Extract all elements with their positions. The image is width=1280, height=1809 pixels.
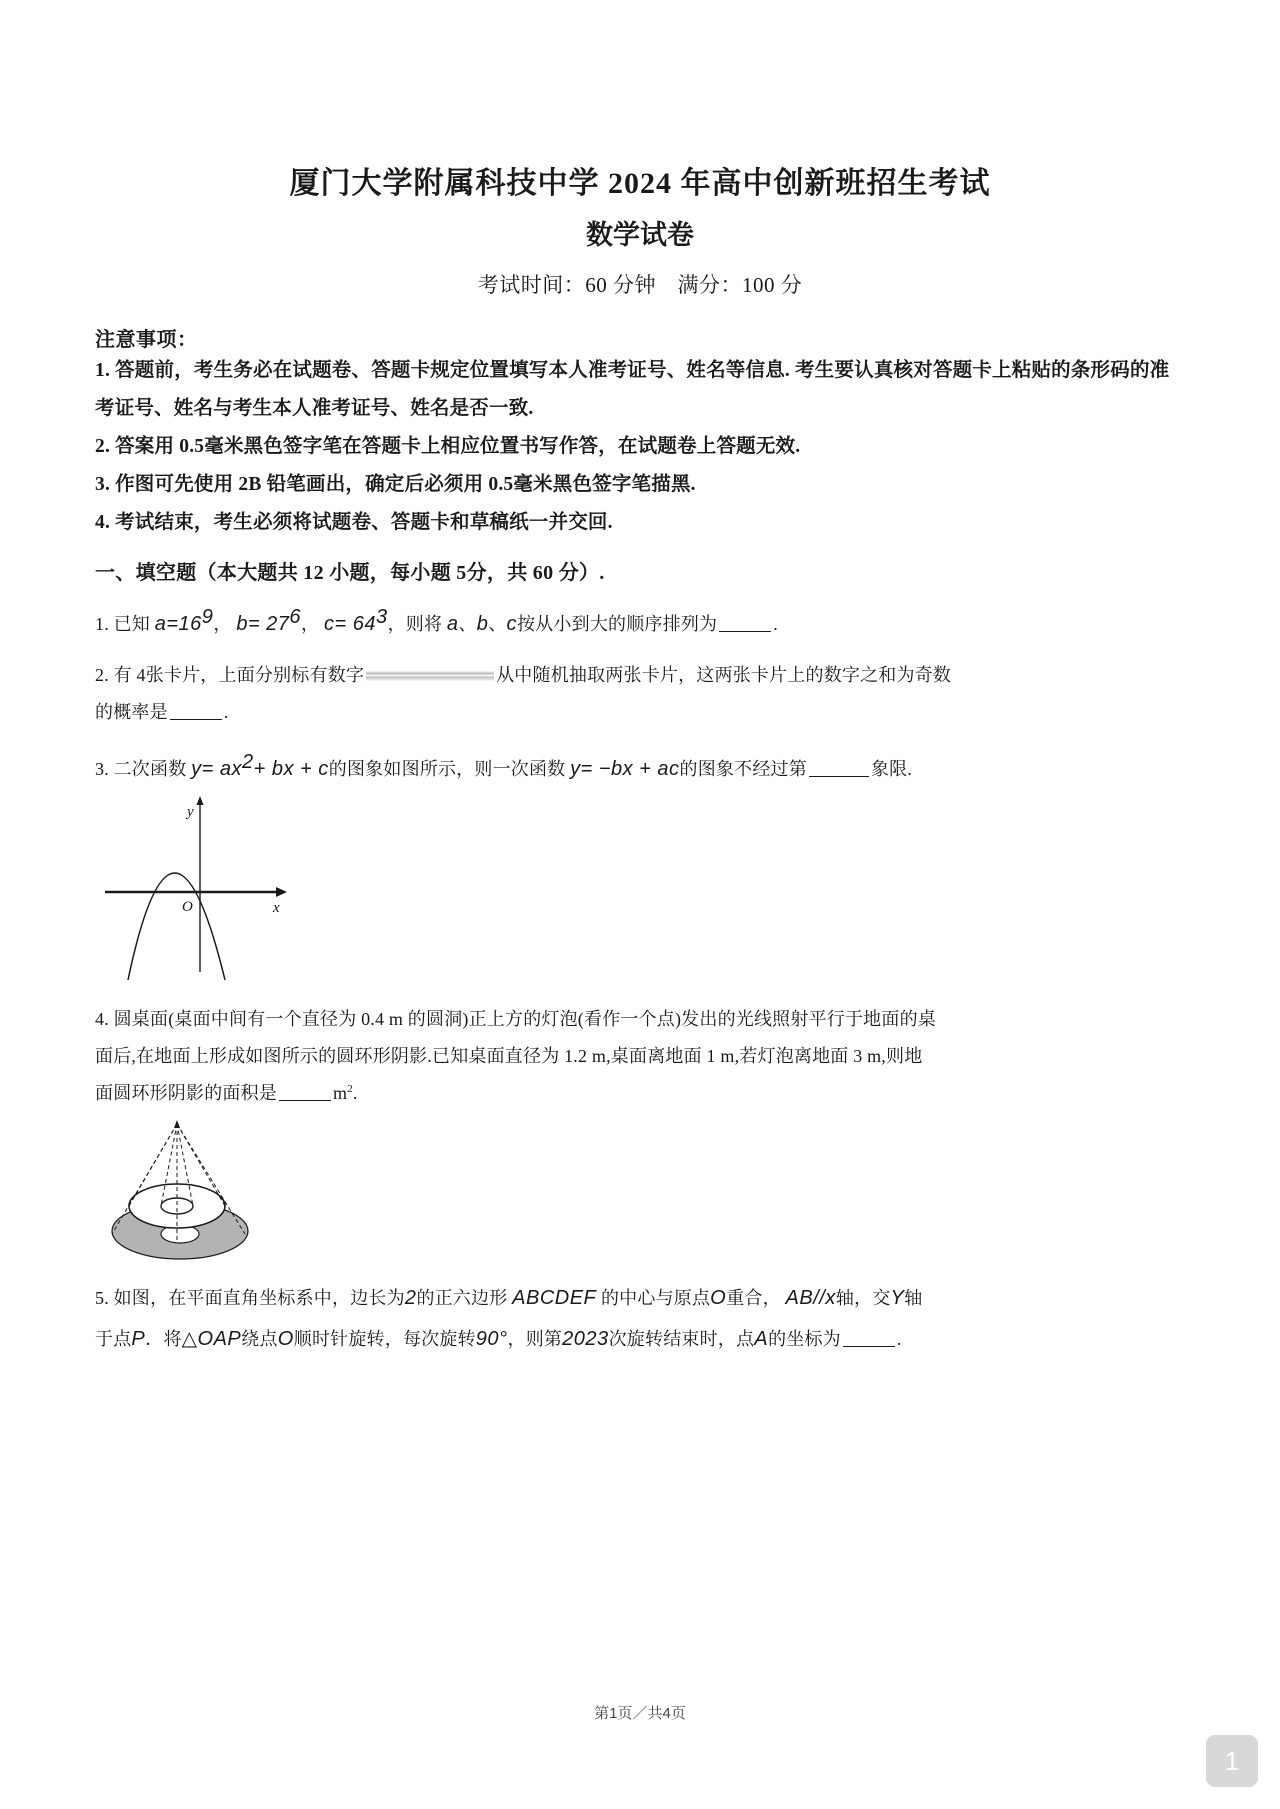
question-3-answer-blank[interactable] <box>809 762 869 777</box>
question-4-end: . <box>352 1083 358 1104</box>
question-2-text-1: 有 4张卡片，上面分别标有数字 <box>113 664 365 685</box>
question-4-line-2: 面后,在地面上形成如图所示的圆环形阴影.已知桌面直径为 1.2 m,桌面离地面 1 m,若灯泡离地面 3 m,则地 <box>95 1046 923 1067</box>
question-5 <box>95 1278 1185 1360</box>
page-title: 厦门大学附属科技中学 2024 年高中创新班招生考试 <box>289 167 991 200</box>
question-5-side-length: 2 <box>404 1287 417 1310</box>
question-1-answer-blank[interactable] <box>719 617 771 632</box>
question-3-formula-1-exponent: 2 <box>241 751 254 774</box>
question-1-sep-1: ， <box>213 613 232 634</box>
question-4-line-1: 圆桌面(桌面中间有一个直径为 0.4 m 的圆洞)正上方的灯泡(看作一个点)发出的光线照射平行于地面的桌 <box>113 1009 936 1030</box>
question-2-number: 2. <box>95 664 109 685</box>
question-2-answer-blank[interactable] <box>170 705 222 720</box>
question-5-line2-text-6: 次旋转结束时，点 <box>608 1329 755 1350</box>
question-5-origin-label: O <box>710 1287 727 1310</box>
question-5-y-axis: Y <box>890 1287 905 1310</box>
question-5-rotation-angle: 90° <box>475 1328 508 1351</box>
question-4-unit: m <box>333 1083 348 1104</box>
question-3-formula-1-y: y <box>191 758 202 781</box>
notice-item-4: 4. 考试结束，考生必须将试题卷、答题卡和草稿纸一并交回. <box>95 511 613 533</box>
question-1-list-c: c <box>506 612 518 635</box>
question-5-point-p: P <box>131 1328 146 1351</box>
question-5-rotation-count: 2023 <box>562 1328 609 1351</box>
table-lamp-shadow-diagram <box>95 1116 295 1261</box>
question-5-number: 5. <box>95 1288 109 1309</box>
question-1-var-b: b <box>236 612 248 635</box>
question-1-c-base: = 64 <box>334 612 376 635</box>
question-1-a-exponent: 9 <box>201 605 214 628</box>
question-4-figure <box>95 1116 1185 1266</box>
question-3-text-1: 二次函数 <box>113 759 187 780</box>
question-3-text-2: 的图象如图所示，则一次函数 <box>328 759 566 780</box>
notice-item-2: 2. 答案用 0.5毫米黑色签字笔在答题卡上相应位置书写作答，在试题卷上答题无效. <box>95 435 801 457</box>
question-1-list-b: b <box>476 612 489 635</box>
question-5-line2-text-2: ．将 <box>145 1329 182 1350</box>
question-1-a-base: =16 <box>166 612 202 635</box>
question-4-unit-exponent: 2 <box>347 1083 353 1096</box>
question-1-var-a: a <box>154 612 167 635</box>
question-4-line-3: 面圆环形阴影的面积是 <box>95 1083 277 1104</box>
question-3 <box>95 742 1185 790</box>
question-1-b-base: = 27 <box>247 612 290 635</box>
question-5-line2-text-1: 于点 <box>95 1329 132 1350</box>
question-1-c-exponent: 3 <box>375 605 388 628</box>
notice-item-1: 1. 答题前，考生务必在试题卷、答题卡规定位置填写本人准考证号、姓名等信息. 考生要认真核对答题卡上粘贴的条形码的准考证号、姓名与考生本人准考证号、姓名是否一致. <box>95 359 1170 419</box>
question-1-number: 1. <box>95 613 109 634</box>
question-1-end: . <box>773 613 778 634</box>
question-2-text-3: 的概率是 <box>95 701 168 722</box>
question-5-line2-text-7: 的坐标为 <box>768 1329 841 1350</box>
question-3-number: 3. <box>95 759 109 780</box>
question-5-triangle-oap: △OAP <box>181 1328 242 1351</box>
question-1: 1. 已知 $a=16^9$， $b= 27^6$， $c= 64^3$，则将 a、b、c按从小到大的顺序排列为 . <box>95 605 778 635</box>
question-5-text-4: 重合， <box>726 1288 781 1309</box>
section-heading-fill-in-blank: 一、填空题（本大题共 12 小题，每小题 5分，共 60 分）. <box>95 561 605 584</box>
question-2 <box>95 657 1185 731</box>
question-3-formula-1-body: = ax <box>201 758 242 781</box>
question-3-formula-1-tail: + bx + c <box>253 758 329 781</box>
parabola-curve <box>128 873 225 980</box>
question-5-line2-text-4: 顺时针旋转，每次旋转 <box>293 1329 476 1350</box>
question-1-text-3: 按从小到大的顺序排列为 <box>517 613 718 634</box>
question-4-number: 4. <box>95 1009 109 1030</box>
question-5-end: . <box>896 1329 902 1350</box>
question-4-answer-blank[interactable] <box>279 1086 331 1101</box>
page-number-badge[interactable]: 1 <box>1206 1735 1258 1787</box>
question-5-answer-blank[interactable] <box>843 1332 895 1347</box>
question-5-ab-parallel: AB// <box>785 1287 826 1310</box>
question-5-hexagon-label: ABCDEF <box>512 1287 597 1310</box>
question-4 <box>95 1001 1185 1112</box>
question-5-line2-text-3: 绕点 <box>241 1329 278 1350</box>
lamp-point <box>174 1120 180 1128</box>
question-1-var-c: c <box>323 612 335 635</box>
x-axis-label: x <box>273 900 280 917</box>
origin-label: O <box>182 899 193 916</box>
question-3-formula-2-body: = −bx + ac <box>580 758 680 781</box>
top-spacer <box>95 0 1185 150</box>
question-3-text-4: 象限 <box>870 759 908 780</box>
question-2-illegible-smudge <box>366 666 494 684</box>
notice-item-3: 3. 作图可先使用 2B 铅笔画出，确定后必须用 0.5毫米黑色签字笔描黑. <box>95 473 696 495</box>
page-footer: 第1页／共4页 <box>594 1705 686 1722</box>
question-3-text-3: 的图象不经过第 <box>679 759 807 780</box>
question-5-text-6: 轴 <box>904 1288 923 1309</box>
exam-info: 考试时间：60 分钟 满分：100 分 <box>477 273 803 297</box>
question-1-text-2: ，则将 <box>387 613 443 634</box>
page-subtitle: 数学试卷 <box>586 219 694 250</box>
question-1-b-exponent: 6 <box>289 605 302 628</box>
question-1-text-1: 已知 <box>113 613 151 634</box>
question-3-end: . <box>907 759 913 780</box>
question-5-x-axis: x <box>825 1287 836 1310</box>
question-1-list-a: a <box>446 612 459 635</box>
question-2-text-2: 从中随机抽取两张卡片，这两张卡片上的数字之和为奇数 <box>496 664 952 685</box>
question-5-text-1: 如图，在平面直角坐标系中，边长为 <box>113 1288 405 1309</box>
question-5-origin-label-2: O <box>277 1328 294 1351</box>
question-1-sep-2: ， <box>301 613 320 634</box>
y-axis-label: y <box>187 804 194 821</box>
question-2-end: . <box>223 701 229 722</box>
question-5-text-5: 轴，交 <box>835 1288 891 1309</box>
question-5-point-a: A <box>754 1328 769 1351</box>
question-5-line2-text-5: ，则第 <box>507 1329 563 1350</box>
y-axis-arrow <box>197 796 204 805</box>
question-3-figure <box>95 794 1185 989</box>
x-axis-arrow <box>276 887 287 897</box>
question-5-text-2: 的正六边形 <box>416 1288 508 1309</box>
parabola-graph <box>95 794 395 984</box>
question-5-text-3: 的中心与原点 <box>600 1288 711 1309</box>
question-3-formula-2-y: y <box>570 758 581 781</box>
notice-heading: 注意事项： <box>95 328 198 351</box>
